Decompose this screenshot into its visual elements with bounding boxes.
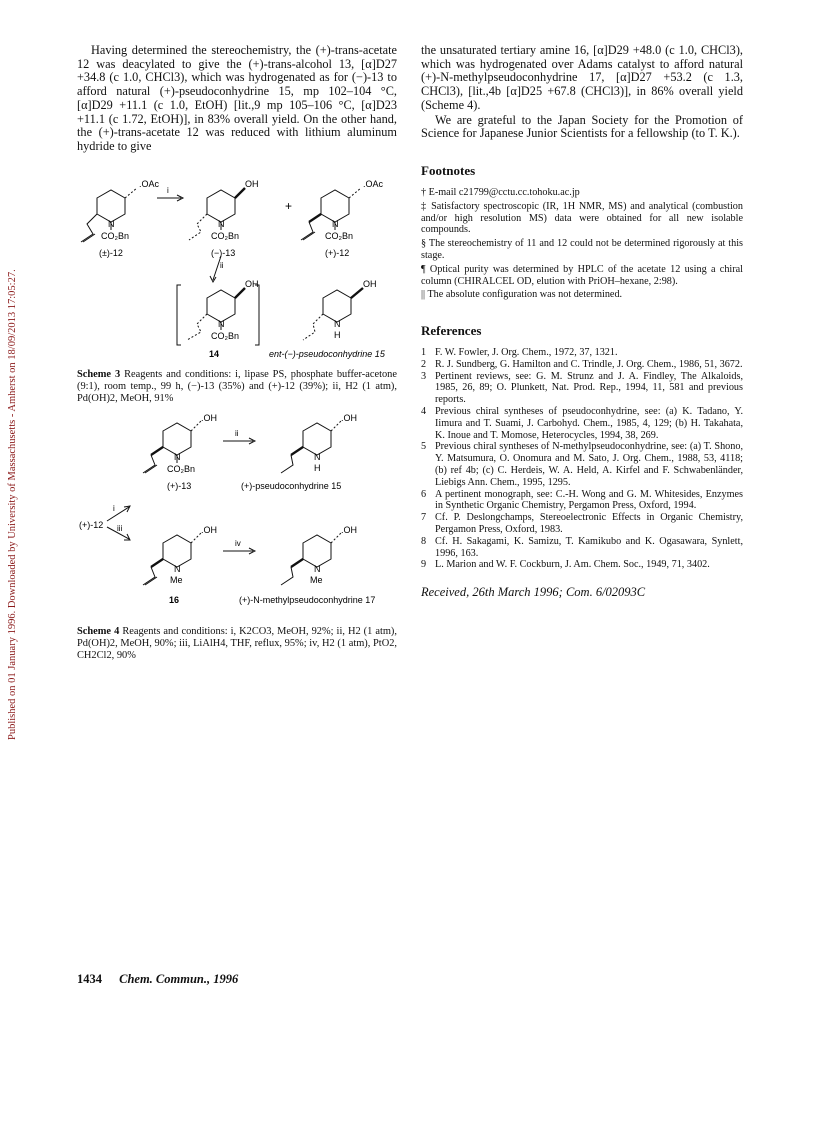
scheme-4-caption-body: Reagents and conditions: i, K2CO3, MeOH, 92%; ii, H2 (1 atm), Pd(OH)2, MeOH, 90%; iii, LiAlH4, THF, reflux, 95%; iv, H2 (1 atm), PtO2, CH2Cl2, 90% (77, 625, 397, 661)
right-column (421, 44, 743, 600)
step-ii-label: ii (220, 260, 224, 270)
compound-label-p15: (+)-pseudoconhydrine 15 (241, 480, 342, 491)
compound-label-m13: (−)-13 (211, 247, 236, 258)
oh-label-2: OH (245, 278, 259, 289)
start-label-p12: (+)-12 (79, 519, 104, 530)
body-paragraph-right-2: We are grateful to the Japan Society for the Promotion of Science for Japanese Junior Scientists for a fellowship (to T. K.). (421, 112, 743, 141)
compound-label-17: (+)-N-methylpseudoconhydrine 17 (239, 594, 376, 605)
scheme-3-caption (77, 369, 397, 405)
compound-label-p13: (+)-13 (167, 480, 192, 491)
references-heading: References (421, 323, 482, 339)
reference-item: 6 A pertinent monograph, see: C.-H. Wong and G. M. Whitesides, Enzymes in Synthetic Organic Chemistry, Pergamon Press, Oxford, 1994. (421, 488, 743, 512)
oh-label-a: .OH (201, 412, 218, 423)
compound-label-ent15: ent-(−)-pseudoconhydrine 15 (269, 348, 385, 359)
reference-list (421, 347, 743, 571)
footnote-3: § The stereochemistry of 11 and 12 could not be determined rigorously at this stage. (421, 238, 743, 261)
step-iv-label: iv (235, 538, 241, 548)
n-label-4: N (218, 318, 225, 329)
reference-item: 9 L. Marion and W. F. Cockburn, J. Am. Chem. Soc., 1949, 71, 3402. (421, 559, 710, 571)
scheme-4 (77, 413, 397, 662)
step-iii-label: iii (117, 523, 123, 533)
n-label-d: N (314, 563, 321, 574)
footnotes-heading: Footnotes (421, 162, 476, 178)
reference-item: 5 Previous chiral syntheses of N-methylpseudoconhydrine, see: (a) T. Shono, Y. Matsumura, O. Onomura and M. Sato, J. Org. Chem., 1988, 53, 4118; (b) ref 4b; (c) C. Herdeis, W. A. Held, A. Kirfel and F. Schwabenländer, Liebigs Ann. Chem., 1995, 1295. (421, 441, 743, 488)
reference-item: 3 Pertinent reviews, see: G. M. Strunz and J. A. Findley, The Alkaloids, 1985, 26, 89; O. Plunkett, Nat. Prod. Rep., 1994, 11, 581 and previous reports. (421, 370, 743, 406)
oh-label-b: .OH (341, 412, 358, 423)
scheme-3-caption-body: Reagents and conditions: i, lipase PS, phosphate buffer-acetone (9:1), room temp., 99 h, (−)-13 (35%) and (+)-12 (39%); ii, H2 (1 atm), Pd(OH)2, MeOH, 91% (77, 368, 397, 404)
reference-item: 1 F. W. Fowler, J. Org. Chem., 1972, 37, 1321. (421, 347, 618, 359)
compound-label-16: 16 (169, 594, 180, 605)
n-label-3: N (332, 218, 339, 229)
page-footer (77, 972, 238, 987)
footnote-2: ‡ Satisfactory spectroscopic (IR, 1H NMR, MS) and analytical (combustion and/or high resolution MS) data were obtained for all new isolable compounds. (421, 200, 743, 236)
compound-label-14: 14 (209, 348, 220, 359)
compound-label-rac12: (±)-12 (99, 247, 123, 258)
scheme-4-caption (77, 626, 397, 662)
me-label-c: Me (170, 574, 183, 585)
n-label-a: N (174, 451, 181, 462)
n-label-b: N (314, 451, 321, 462)
oac-label-1: .OAc (139, 178, 160, 189)
footnote-5: || The absolute configuration was not determined. (421, 289, 623, 301)
scheme-4-drawing (77, 413, 397, 617)
cbz-label-1: CO₂Bn (101, 230, 130, 241)
step-i-label: i (167, 185, 169, 195)
oh-label-d: .OH (341, 524, 358, 535)
n-label-2: N (218, 218, 225, 229)
footnote-4: ¶ Optical purity was determined by HPLC of the acetate 12 using a chiral column (CHIRALCEL OD, elution with PriOH–hexane, 2:98). (421, 263, 743, 287)
scheme-3-caption-head: Scheme 3 (77, 368, 121, 380)
reference-item: 7 Cf. P. Deslongchamps, Stereoelectronic Effects in Organic Chemistry, Pergamon Press, Oxford, 1983. (421, 512, 743, 536)
oh-label-1: OH (245, 178, 259, 189)
n-label-1: N (108, 218, 115, 229)
cbz-label-3: CO₂Bn (325, 230, 354, 241)
plus-sign: + (285, 198, 293, 213)
footnote-1: † E-mail c21799@cctu.cc.tohoku.ac.jp (421, 186, 580, 198)
scheme-4-caption-head: Scheme 4 (77, 625, 120, 637)
left-column (77, 44, 397, 662)
reference-item: 4 Previous chiral syntheses of pseudoconhydrine, see: (a) K. Tadano, Y. Iimura and T. Suami, J. Carbohyd. Chem., 1985, 4, 129; (b) H. Takahata, K. Inoue and T. Momose, Heterocycles, 1994, 38, 269. (421, 406, 743, 441)
oh-label-3: OH (363, 278, 377, 289)
journal-name: Chem. Commun., 1996 (119, 972, 239, 986)
n-label-5: N (334, 318, 341, 329)
step-ii-label-4: ii (235, 428, 239, 438)
h-label-b: H (314, 462, 321, 473)
download-watermark (2, 150, 20, 740)
cbz-label-4: CO₂Bn (211, 330, 240, 341)
step-i-label-4: i (113, 503, 115, 513)
page-number: 1434 (77, 972, 102, 986)
cbz-label-a: CO₂Bn (167, 463, 196, 474)
body-paragraph-right-1: the unsaturated tertiary amine 16, [α]D29 +48.0 (c 1.0, CHCl3), which was hydrogenated over Adams catalyst to afford natural (+)-N-methylpseudoconhydrine 17, [α]D27 +53.2 (c 1.3, CHCl3), [lit.,4b [α]D25 +67.8 (CHCl3)], in 86% overall yield (Scheme 4). (421, 43, 743, 112)
oh-label-c: .OH (201, 524, 218, 535)
cbz-label-2: CO₂Bn (211, 230, 240, 241)
reference-item: 8 Cf. H. Sakagami, K. Samizu, T. Kamikubo and K. Ogasawara, Synlett, 1996, 163. (421, 535, 743, 559)
scheme-3-drawing (77, 160, 397, 360)
scheme-3 (77, 160, 397, 405)
oac-label-2: .OAc (363, 178, 384, 189)
body-paragraph-left: Having determined the stereochemistry, the (+)-trans-acetate 12 was deacylated to give the (+)-trans-alcohol 13, [α]D27 +34.8 (c 1.0, CHCl3), which was hydrogenated as for (−)-13 to afford natural (+)-pseudoconhydrine 15, mp 102–104 °C, [α]D29 +11.1 (c 1.0, EtOH) [lit.,9 mp 105–106 °C, [α]D23 +11.1 (c 1.72, EtOH)], in 83% overall yield. On the other hand, the (+)-trans-acetate 12 was reduced with lithium aluminum hydride to give (77, 43, 397, 153)
download-watermark-text: Published on 01 January 1996. Downloaded by University of Massachusetts - Amherst on 18/09/2013 17:05:27. (7, 269, 18, 740)
n-label-c: N (174, 563, 181, 574)
reference-item: 2 R. J. Sundberg, G. Hamilton and C. Trindle, J. Org. Chem., 1986, 51, 3672. (421, 358, 743, 370)
compound-label-p12: (+)-12 (325, 247, 350, 258)
me-label-d: Me (310, 574, 323, 585)
received-line: Received, 26th March 1996; Com. 6/02093C (421, 585, 646, 600)
h-label-1: H (334, 329, 341, 340)
